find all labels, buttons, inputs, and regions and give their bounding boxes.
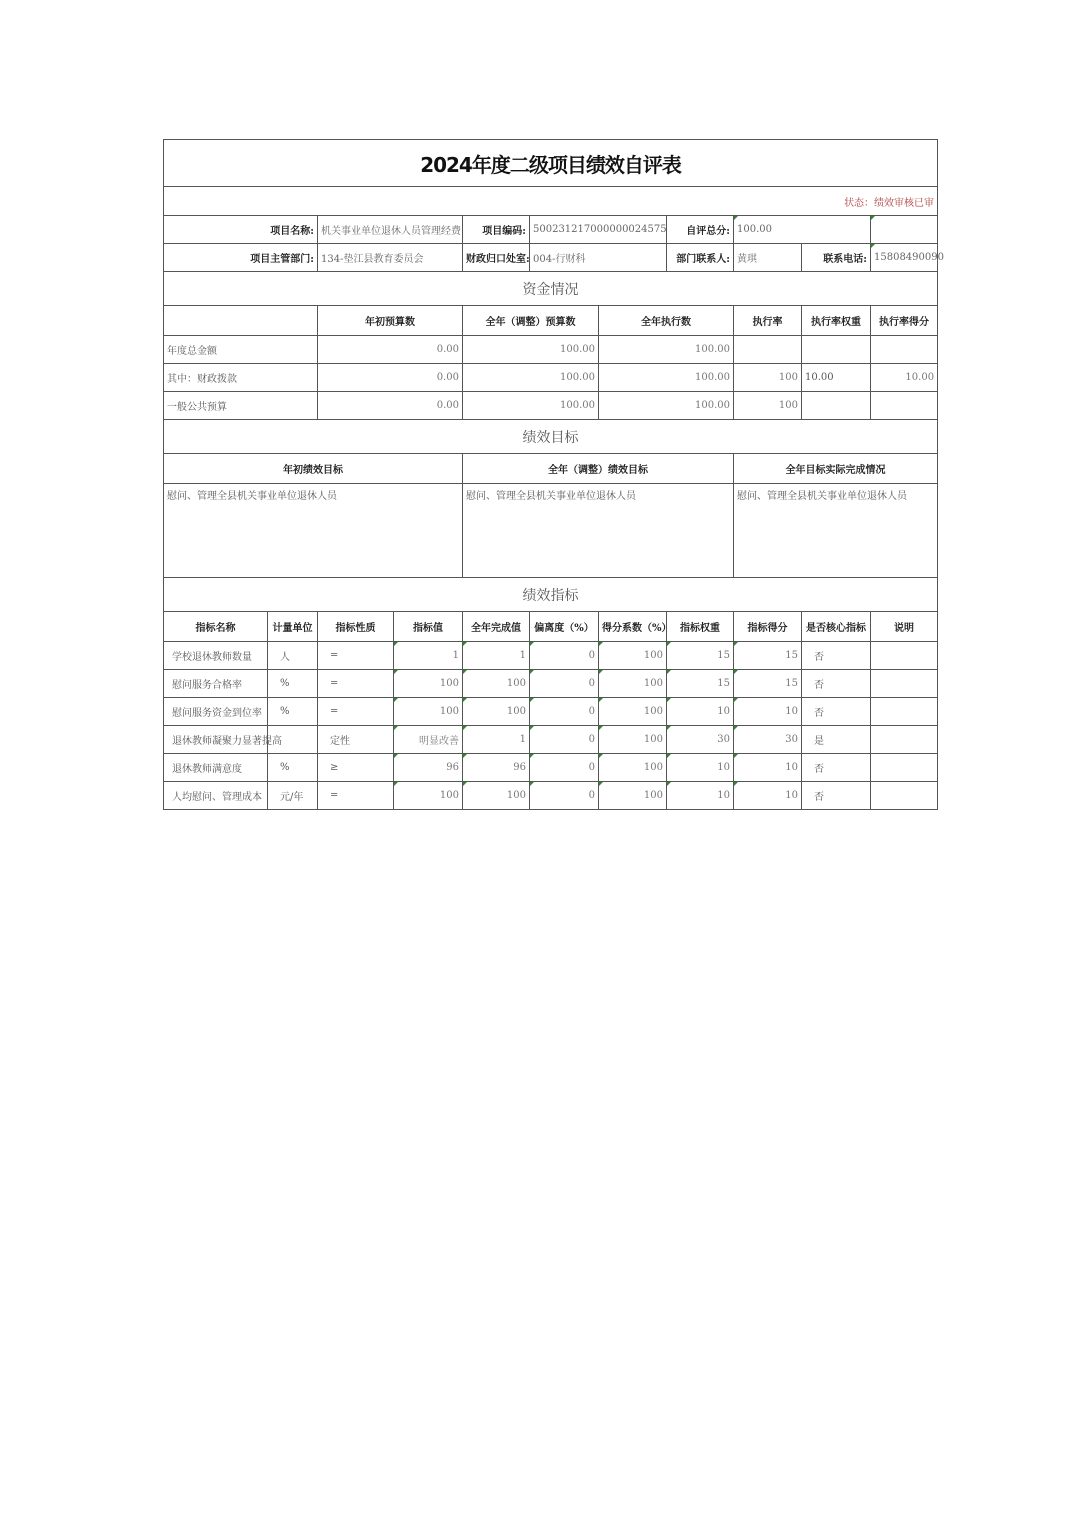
ind-header-actual: 全年完成值	[463, 612, 530, 642]
goal-actual-text: 慰问、管理全县机关事业单位退休人员	[734, 484, 938, 578]
table-row	[164, 726, 938, 754]
ind-score: 10	[734, 754, 802, 782]
ind-weight: 15	[667, 670, 734, 698]
table-row	[164, 754, 938, 782]
ind-actual: 100	[463, 698, 530, 726]
ind-nature: ≥	[318, 754, 394, 782]
funds-initial: 0.00	[318, 392, 463, 420]
funds-header-weight: 执行率权重	[802, 306, 871, 336]
empty-cell	[871, 216, 938, 244]
ind-nature: =	[318, 642, 394, 670]
funds-row	[164, 392, 938, 420]
funds-rate: 100	[734, 392, 802, 420]
funds-weight	[802, 392, 871, 420]
funds-header-score: 执行率得分	[871, 306, 938, 336]
ind-core: 否	[802, 754, 871, 782]
ind-coef: 100	[599, 698, 667, 726]
ind-core: 是	[802, 726, 871, 754]
ind-weight: 10	[667, 698, 734, 726]
funds-header-blank	[164, 306, 318, 336]
funds-executed: 100.00	[599, 336, 734, 364]
goal-adjusted-text: 慰问、管理全县机关事业单位退休人员	[463, 484, 734, 578]
ind-note	[871, 782, 938, 810]
funds-score: 10.00	[871, 364, 938, 392]
evaluation-sheet	[163, 139, 944, 810]
project-code-label: 项目编码:	[463, 216, 530, 244]
funds-initial: 0.00	[318, 364, 463, 392]
ind-score: 10	[734, 698, 802, 726]
table-row	[164, 670, 938, 698]
ind-name: 学校退休教师数量	[164, 642, 268, 670]
ind-header-note: 说明	[871, 612, 938, 642]
contact-label: 部门联系人:	[667, 244, 734, 272]
ind-deviation: 0	[530, 754, 599, 782]
funds-initial: 0.00	[318, 336, 463, 364]
ind-coef: 100	[599, 670, 667, 698]
goals-header-initial: 年初绩效目标	[164, 454, 463, 484]
status-badge: 状态：绩效审核已审	[164, 187, 938, 216]
ind-target: 明显改善	[394, 726, 463, 754]
ind-core: 否	[802, 782, 871, 810]
ind-target: 100	[394, 782, 463, 810]
funds-score	[871, 392, 938, 420]
funds-executed: 100.00	[599, 364, 734, 392]
funds-header-executed: 全年执行数	[599, 306, 734, 336]
funds-header-initial: 年初预算数	[318, 306, 463, 336]
ind-header-unit: 计量单位	[268, 612, 318, 642]
ind-deviation: 0	[530, 670, 599, 698]
ind-score: 15	[734, 670, 802, 698]
goals-header-adjusted: 全年（调整）绩效目标	[463, 454, 734, 484]
ind-name: 慰问服务资金到位率	[164, 698, 268, 726]
project-name-value: 机关事业单位退休人员管理经费	[318, 216, 463, 244]
ind-note	[871, 698, 938, 726]
dept-label: 项目主管部门:	[164, 244, 318, 272]
ind-target: 100	[394, 698, 463, 726]
office-label: 财政归口处室:	[463, 244, 530, 272]
project-code-value: 500231217000000024575	[530, 216, 667, 244]
ind-header-core: 是否核心指标	[802, 612, 871, 642]
project-name-label: 项目名称:	[164, 216, 318, 244]
funds-adjusted: 100.00	[463, 392, 599, 420]
ind-name: 退休教师满意度	[164, 754, 268, 782]
ind-deviation: 0	[530, 642, 599, 670]
funds-score	[871, 336, 938, 364]
funds-weight	[802, 336, 871, 364]
funds-row	[164, 336, 938, 364]
ind-weight: 15	[667, 642, 734, 670]
ind-coef: 100	[599, 726, 667, 754]
ind-note	[871, 670, 938, 698]
funds-row	[164, 364, 938, 392]
ind-weight: 10	[667, 754, 734, 782]
contact-value: 黄琪	[734, 244, 802, 272]
goals-header-actual: 全年目标实际完成情况	[734, 454, 938, 484]
ind-coef: 100	[599, 754, 667, 782]
funds-section-title: 资金情况	[164, 272, 938, 306]
ind-deviation: 0	[530, 782, 599, 810]
ind-unit: %	[268, 670, 318, 698]
funds-header-rate: 执行率	[734, 306, 802, 336]
funds-rate: 100	[734, 364, 802, 392]
goal-initial-text: 慰问、管理全县机关事业单位退休人员	[164, 484, 463, 578]
ind-name: 退休教师凝聚力显著提高	[164, 726, 268, 754]
self-score-label: 自评总分:	[667, 216, 734, 244]
ind-weight: 10	[667, 782, 734, 810]
table-row	[164, 782, 938, 810]
funds-name: 一般公共预算	[164, 392, 318, 420]
funds-executed: 100.00	[599, 392, 734, 420]
ind-note	[871, 642, 938, 670]
ind-header-coef: 得分系数（%）	[599, 612, 667, 642]
ind-nature: =	[318, 698, 394, 726]
ind-score: 10	[734, 782, 802, 810]
table-row	[164, 642, 938, 670]
ind-unit: %	[268, 698, 318, 726]
goals-section-title: 绩效目标	[164, 420, 938, 454]
ind-actual: 1	[463, 642, 530, 670]
ind-actual: 100	[463, 670, 530, 698]
ind-note	[871, 754, 938, 782]
evaluation-table	[163, 139, 944, 810]
page-title: 2024年度二级项目绩效自评表	[164, 140, 938, 187]
office-value: 004-行财科	[530, 244, 667, 272]
ind-actual: 1	[463, 726, 530, 754]
ind-core: 否	[802, 642, 871, 670]
ind-score: 15	[734, 642, 802, 670]
ind-core: 否	[802, 698, 871, 726]
ind-target: 100	[394, 670, 463, 698]
ind-deviation: 0	[530, 726, 599, 754]
ind-deviation: 0	[530, 698, 599, 726]
ind-nature: =	[318, 782, 394, 810]
ind-name: 人均慰问、管理成本	[164, 782, 268, 810]
ind-nature: =	[318, 670, 394, 698]
ind-nature: 定性	[318, 726, 394, 754]
ind-actual: 100	[463, 782, 530, 810]
funds-header-adjusted: 全年（调整）预算数	[463, 306, 599, 336]
ind-header-name: 指标名称	[164, 612, 268, 642]
dept-value: 134-垫江县教育委员会	[318, 244, 463, 272]
ind-coef: 100	[599, 782, 667, 810]
ind-unit: 元/年	[268, 782, 318, 810]
ind-unit: %	[268, 754, 318, 782]
ind-weight: 30	[667, 726, 734, 754]
ind-actual: 96	[463, 754, 530, 782]
ind-header-nature: 指标性质	[318, 612, 394, 642]
ind-name: 慰问服务合格率	[164, 670, 268, 698]
funds-adjusted: 100.00	[463, 336, 599, 364]
phone-value: 15808490090	[871, 244, 938, 272]
indicators-body	[164, 642, 938, 810]
ind-header-deviation: 偏离度（%）	[530, 612, 599, 642]
ind-target: 96	[394, 754, 463, 782]
phone-label: 联系电话:	[802, 244, 871, 272]
ind-note	[871, 726, 938, 754]
self-score-value: 100.00	[734, 216, 871, 244]
ind-unit: 人	[268, 642, 318, 670]
funds-adjusted: 100.00	[463, 364, 599, 392]
indicators-section-title: 绩效指标	[164, 578, 938, 612]
ind-coef: 100	[599, 642, 667, 670]
funds-name: 其中：财政拨款	[164, 364, 318, 392]
funds-rate	[734, 336, 802, 364]
ind-core: 否	[802, 670, 871, 698]
funds-weight: 10.00	[802, 364, 871, 392]
ind-header-target: 指标值	[394, 612, 463, 642]
table-row	[164, 698, 938, 726]
ind-target: 1	[394, 642, 463, 670]
ind-header-weight: 指标权重	[667, 612, 734, 642]
ind-score: 30	[734, 726, 802, 754]
funds-name: 年度总金额	[164, 336, 318, 364]
ind-header-score: 指标得分	[734, 612, 802, 642]
